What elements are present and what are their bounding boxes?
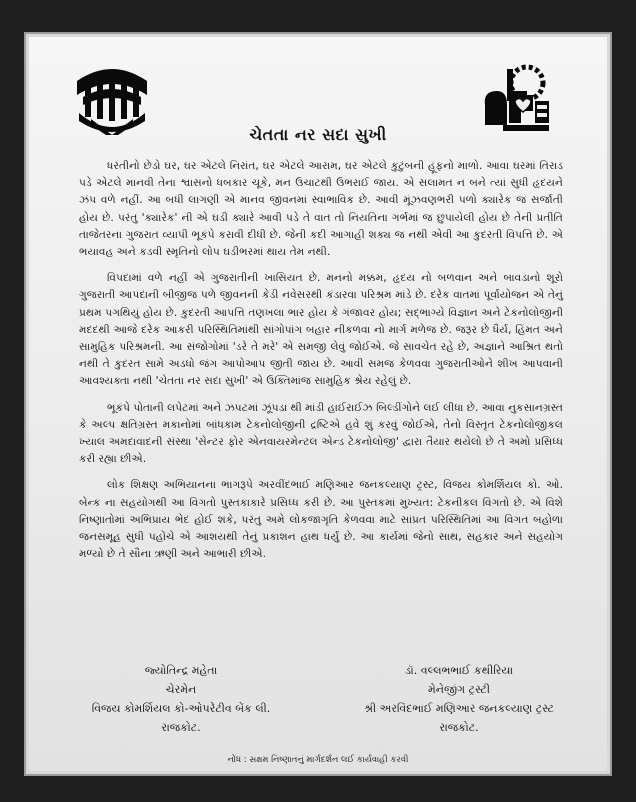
footer-note: નોંધ : સક્ષમ નિષ્ણાતનું માર્ગદર્શન લઈ કાર્યવાહી કરવી — [227, 755, 409, 765]
signatory-name: ડૉ. વલ્લભભાઈ કથીરિયા — [404, 664, 514, 677]
paragraph: ભૂકંપે પોતાની લપેટમાં અને ઝપટમાં ઝૂંપડા થી માંડી હાઈરાઈઝ બિલ્ડીંગોને લઈ લીધા છે. આવા નુકસાનગ્રસ્ત કે અલ્પ ક્ષતિગ્રસ્ત મકાનોમાં બાંધકામ ટેકનોલોજીની દ્રષ્ટિએ હવે શું કરવું જોઈએ, તેનો વિસ્તૃત ટેકનોલોજીકલ ખ્યાલ અમદાવાદની સંસ્થા 'સેન્ટર ફોર એનવાયરમેન્ટલ એન્ડ ટેકનોલોજી' દ્વારા તૈયાર થયેલો છે તે અમો પ્રસિધ્ધ કરી રહ્યા છીએ. — [79, 400, 563, 466]
signatory-left — [71, 661, 291, 737]
signatory-organization: શ્રી અરવિંદભાઈ મણિઆર જનકલ્યાણ ટ્રસ્ટ — [363, 702, 555, 715]
paragraph: વિપદામાં વળે નહીં એ ગુજરાતીની ખાસિયત છે. મનનો મક્કમ, હૃદય નો બળવાન અને બાવડાનો શૂરો ગુજરાતી આપદાની બીજીજ પળે જીવનની કેડી નવેસરથી કંડારવા પરિશ્રમ માંડે છે. દરેક વાતમાં પૂર્વાયોજન એ તેનું પ્રથમ પગથિયું હોય છે. કુદરતી આપત્તિ તણખલા ભાર હોય કે ગંજાવર હોય; સદ્‌ભાગ્યે વિજ્ઞાન અને ટેકનોલોજીની મદદથી આજે દરેક આકરી પરિસ્થિતિમાંથી સાંગોપાંગ બહાર નીકળવા નો માર્ગ મળેજ છે. જરૂર છે ધૈર્ય, હિંમત અને સામુહિક પરિશ્રમની. આ સંજોગોમાં 'ડરે તે મરે' એ સમજી લેવું જોઈએ. જે સાવચેત રહે છે, અજ્ઞાને આશ્રિત થતો નથી તે કુદરત સામે અડધો જંગ આપોઆપ જીતી જાય છે. આવી સમજ કેળવવા ગુજરાતીઓને શીખ આપવાની આવશ્યક્તા નથી 'ચેતતા નર સદા સુખી' એ ઉક્તિમાંજ સામુહિક શ્રેય રહેલું છે. — [79, 271, 563, 388]
document-page — [26, 34, 610, 774]
signatory-organization: વિજય કોમર્શિયલ કો-ઓપરેટીવ બેંક લી. — [91, 702, 271, 715]
signatory-city: રાજકોટ. — [439, 721, 479, 734]
signatory-designation: ચેરમેન — [165, 683, 197, 696]
page-title: ચેતતા નર સદા સુખી — [249, 125, 387, 144]
trust-emblem-icon — [477, 61, 555, 135]
signatory-city: રાજકોટ. — [161, 721, 201, 734]
paragraph: ધરતીનો છેડો ઘર, ઘર એટલે નિરાંત, ઘર એટલે આરામ, ઘર એટલે કુટુંબની હૂંફનો માળો. આવા ઘરમાં તિરાડ પડે એટલે માનવી તેના શ્વાસનો ધબકાર ચૂકે, મન ઉચાટથી ઉભરાઈ જાય. એ સલામત ન બને ત્યાં સુધી હૃદયને ઝંપ વળે નહીં. આ બધી લાગણી એ માનવ જીવનમાં સ્વાભાવિક છે. આવી મૂંઝવણભરી પળો ક્યારેક જ સર્જાતી હોય છે. પરંતુ 'ક્યારેક' ની એ ઘડી ક્યારે આવી પડે તે વાત તો નિયતિના ગર્ભમાં જ છુપાયેલી હોય છે તેની પ્રતીતિ તાજેતરના ગુજરાત વ્યાપી ભૂકંપે કરાવી દીધી છે. જેની કદી આગાહી શક્ય જ નથી એવી આ કુદરતી વિપત્તિ છે. એ ભયાવહ અને કડવી સ્મૃતિનો લોપ ઘડીભરમાં થાય તેમ નથી. — [79, 159, 563, 259]
paragraph: લોક શિક્ષણ અભિયાનના ભાગરૂપે અરવીંદભાઈ મણિઆર જનકલ્યાણ ટ્રસ્ટ, વિજય કોમર્શિયલ કો. ઓ. બેન્ક ના સહયોગથી આ વિગતો પુસ્તકાકારે પ્રસિધ્ધ કરી છે. આ પુસ્તકમાં મુખ્યત: ટેકનીકલ વિગતો છે. એ વિશે નિષ્ણાતોમાં અભિપ્રાય ભેદ હોઈ શકે, પરંતુ અમે લોકજાગૃતિ કેળવવા માટે સાંપ્રત પરિસ્થિતિમાં આ વિગત બહોળા જનસમૂહ સુધી પહોંચે એ આશયથી તેનું પ્રકાશન હાથ ધર્યું છે. આ કાર્યમાં જેનો સાથ, સહકાર અને સહયોગ મળ્યો છે તે સૌના ઋણી અને આભારી છીએ. — [79, 478, 563, 561]
arches-emblem-icon — [75, 61, 149, 135]
signatory-right — [329, 661, 589, 737]
signatory-designation: મેનેજીંગ ટ્રસ્ટી — [428, 683, 490, 696]
signatory-name: જ્યોતિન્દ્ર મહેતા — [144, 664, 218, 677]
body-text — [79, 157, 563, 571]
